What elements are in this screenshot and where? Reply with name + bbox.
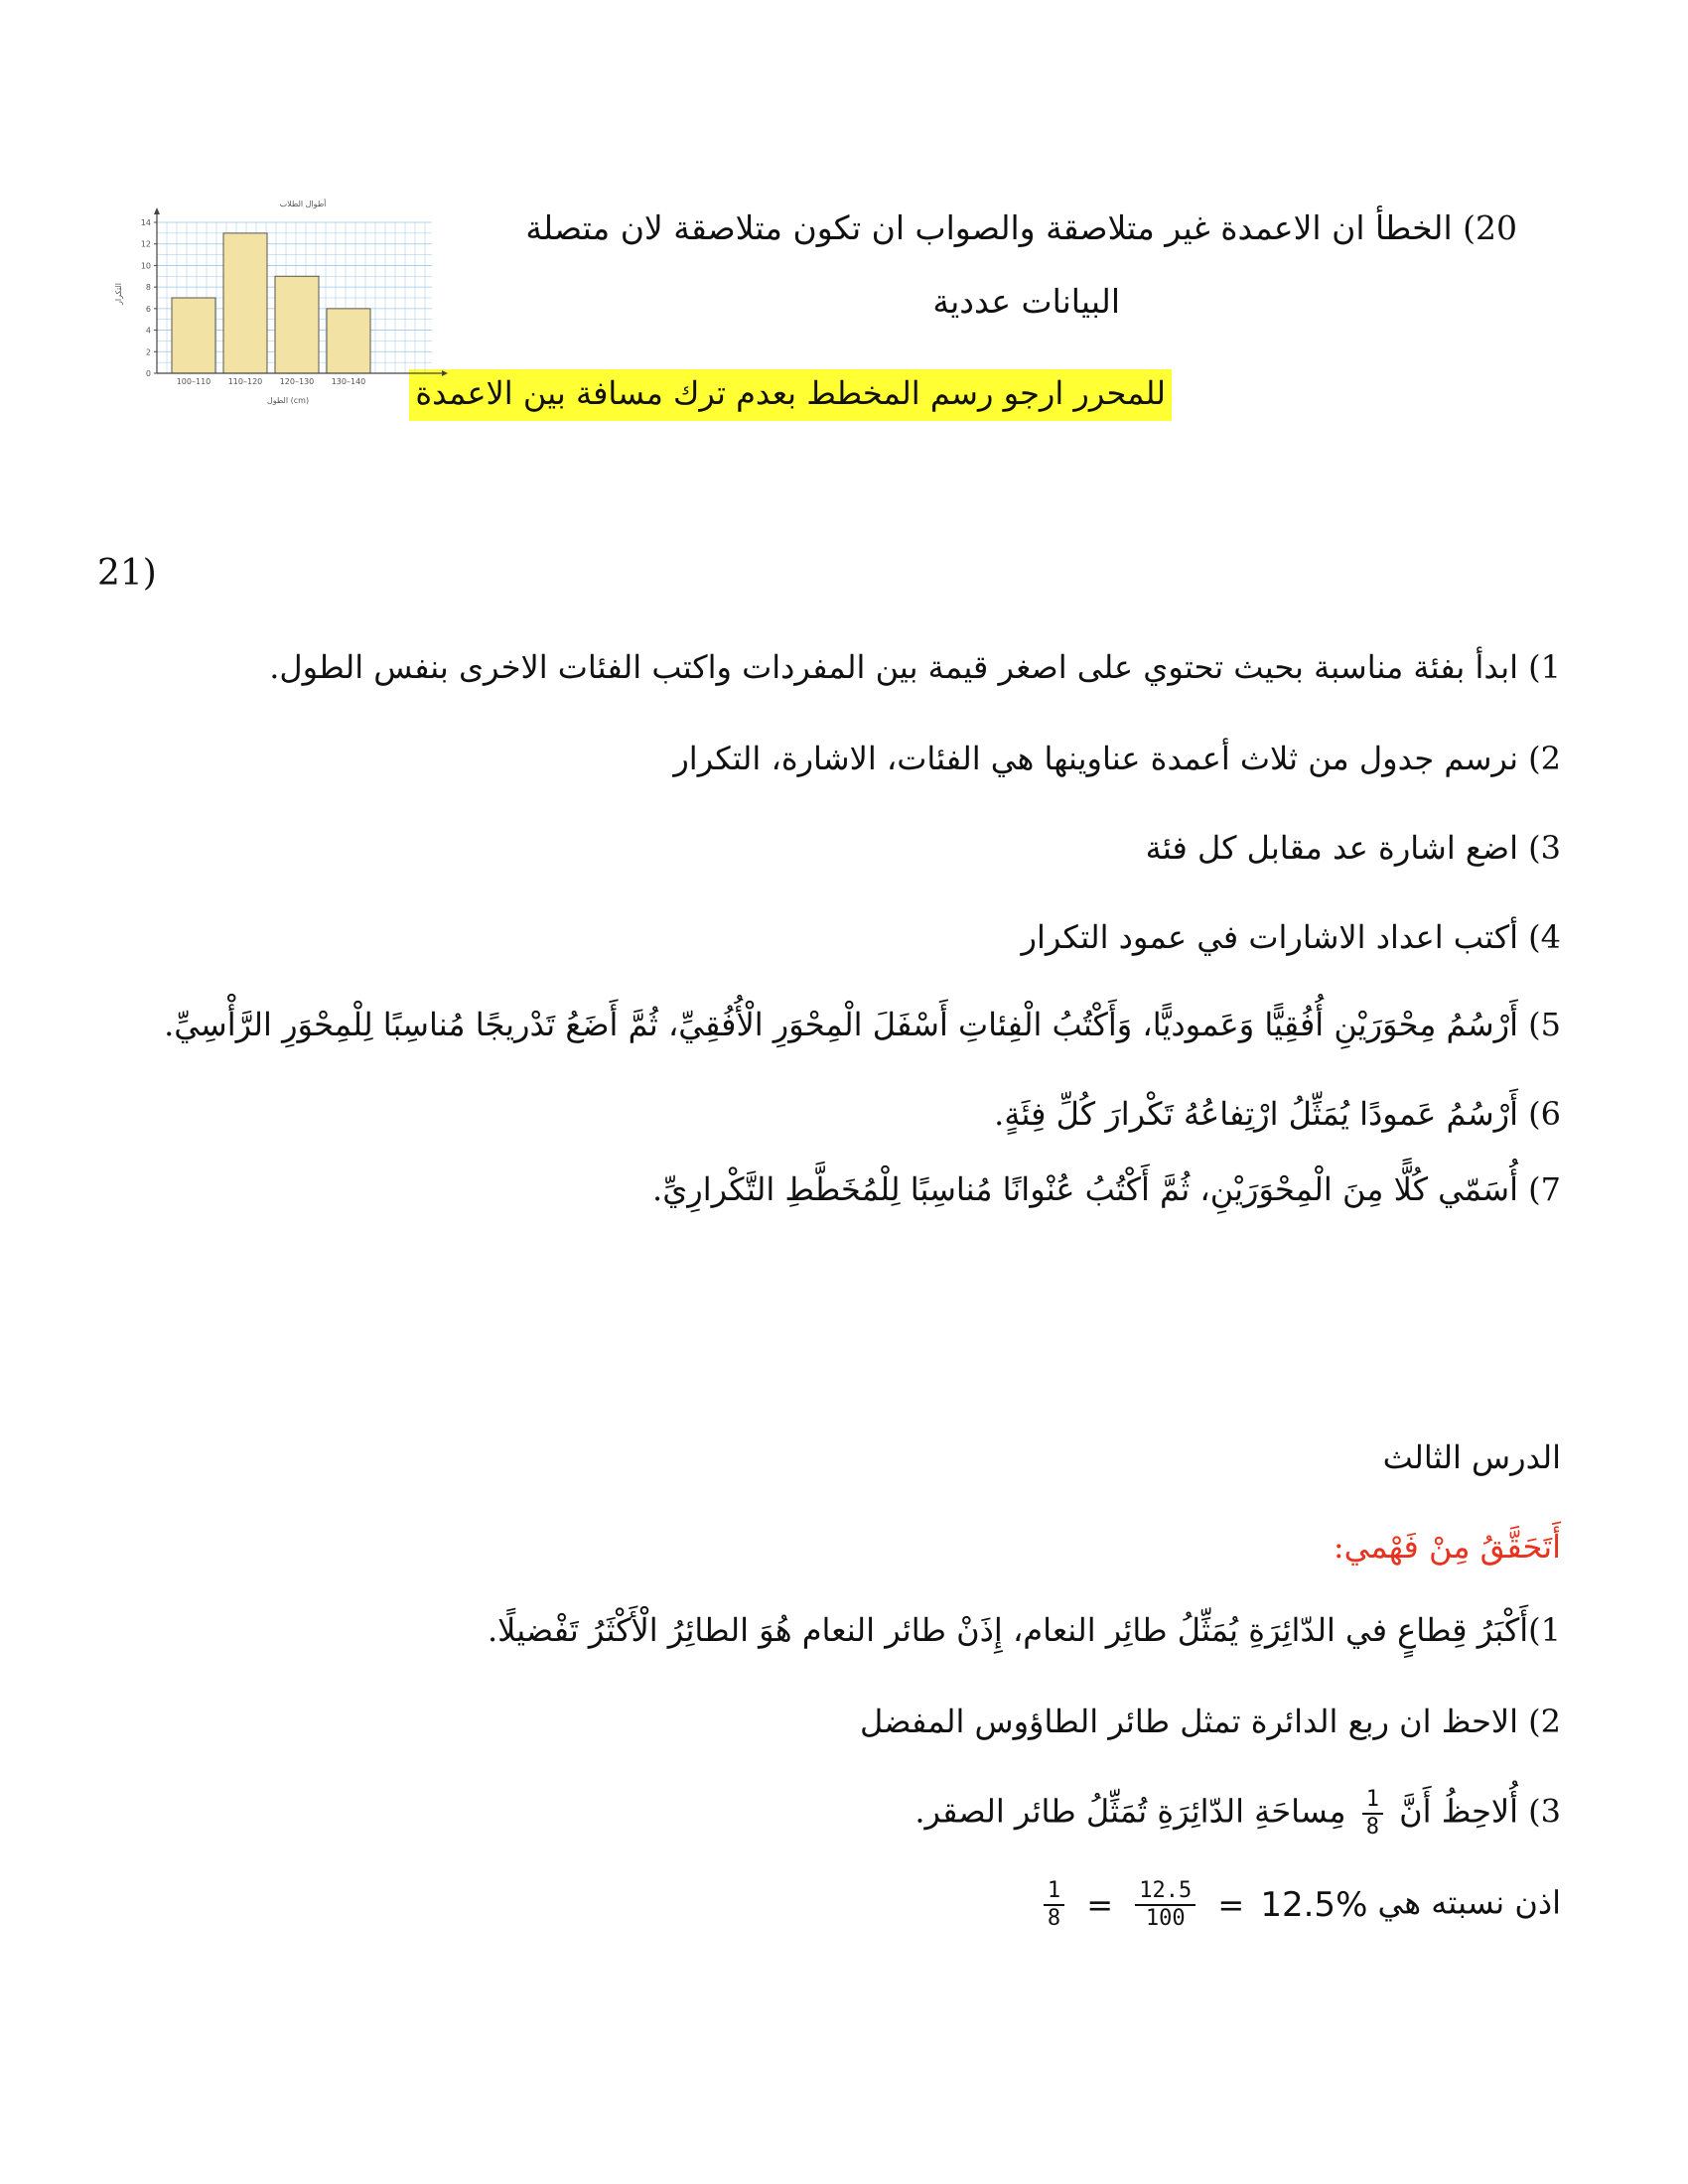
answer-1: 1)أَكْبَرُ قِطاعٍ في الدّائِرَةِ يُمَثِّلُ طائِر النعام، إِذَنْ طائر النعام هُوَ الطائِرُ الْأَكْثَرُ تَفْضيلًا. <box>487 1611 1561 1649</box>
chart-x-label: الطول (cm) <box>266 396 310 405</box>
q21-step-4: 4) أكتب اعداد الاشارات في عمود التكرار <box>1021 918 1561 956</box>
fraction-denominator: 100 <box>1145 1906 1186 1931</box>
x-tick-label: 100–110 <box>176 377 211 386</box>
y-tick-label: 8 <box>145 283 151 293</box>
fraction-twelve-point-five-hundredths <box>1135 1878 1196 1932</box>
bar-130–140 <box>327 309 370 373</box>
lesson-title: الدرس الثالث <box>1382 1438 1561 1476</box>
editor-note-highlight: للمحرر ارجو رسم المخطط بعدم ترك مسافة بين الاعمدة <box>409 369 1172 421</box>
q20-line2: البيانات عددية <box>932 282 1120 321</box>
y-tick-label: 10 <box>140 261 151 271</box>
fraction-numerator: 1 <box>1044 1878 1064 1906</box>
y-tick-label: 0 <box>145 369 151 378</box>
q21-step-1: 1) ابدأ بفئة مناسبة بحيث تحتوي على اصغر قيمة بين المفردات واكتب الفئات الاخرى بنفس الطول. <box>269 648 1561 686</box>
y-axis-arrow <box>154 207 160 214</box>
chart-title: أطوال الطلاب <box>279 200 327 208</box>
x-axis-arrow <box>442 370 448 376</box>
equals-sign: = <box>1086 1886 1114 1924</box>
q21-step-3: 3) اضع اشارة عد مقابل كل فئة <box>1145 829 1561 867</box>
y-tick-label: 6 <box>145 304 151 314</box>
fraction-denominator: 8 <box>1047 1906 1061 1931</box>
q21-step-7: 7) أُسَمّي كُلًّا مِنَ الْمِحْوَرَيْنِ، ثُمَّ أَكْتُبُ عُنْوانًا مُناسِبًا لِلْمُخَطَّطِ التَّكْرارِيِّ. <box>652 1170 1561 1208</box>
answer-3-suffix: مِساحَةِ الدّائِرَةِ تُمَثِّلُ طائر الصقر. <box>914 1792 1346 1831</box>
bar-120–130 <box>275 276 319 373</box>
fraction-one-eighth <box>1362 1787 1383 1841</box>
histogram-chart <box>109 195 467 408</box>
q21-number: 21) <box>97 553 157 594</box>
bar-100–110 <box>172 298 215 373</box>
y-tick-label: 2 <box>145 347 151 357</box>
fraction-one-eighth <box>1044 1878 1064 1932</box>
x-tick-label: 120–130 <box>279 377 315 386</box>
answer-3 <box>914 1787 1561 1841</box>
y-tick-label: 14 <box>140 218 151 227</box>
answer-3-prefix: 3) أُلاحِظُ أَنَّ <box>1399 1792 1561 1831</box>
check-understanding-heading: أَتَحَقَّقُ مِنْ فَهْمي: <box>1333 1528 1561 1566</box>
q21-step-6: 6) أَرْسُمُ عَمودًا يُمَثِّلُ ارْتِفاعُهُ تَكْرارَ كُلِّ فِئَةٍ. <box>994 1095 1561 1133</box>
q20-line1: 20) الخطأ ان الاعمدة غير متلاصقة والصواب ان تكون متلاصقة لان متصلة <box>525 208 1517 247</box>
x-tick-label: 130–140 <box>331 377 366 386</box>
bar-110–120 <box>223 233 267 373</box>
x-tick-label: 110–120 <box>227 377 263 386</box>
chart-bars <box>172 233 370 373</box>
q21-step-5: 5) أَرْسُمُ مِحْوَرَيْنِ أُفُقِيًّا وَعَموديًّا، وَأَكْتُبُ الْفِئاتِ أَسْفَلَ الْمِحْوَرِ الْأُفُقِيِّ، ثُمَّ أَضَعُ تَدْريجًا مُناسِبًا لِلْمِحْوَرِ الرَّأْسِيِّ. <box>164 1006 1561 1043</box>
equals-sign: = <box>1217 1886 1245 1924</box>
answer-2: 2) الاحظ ان ربع الدائرة تمثل طائر الطاؤوس المفضل <box>860 1703 1561 1740</box>
fraction-denominator: 8 <box>1365 1815 1379 1840</box>
y-tick-label: 4 <box>145 326 151 336</box>
y-tick-label: 12 <box>140 239 151 249</box>
percent-value: 12.5% <box>1260 1885 1368 1925</box>
answer-4 <box>1038 1878 1561 1932</box>
q21-step-2: 2) نرسم جدول من ثلاث أعمدة عناوينها هي الفئات، الاشارة، التكرار <box>673 740 1561 777</box>
fraction-numerator: 12.5 <box>1135 1878 1196 1906</box>
chart-y-ticks <box>141 218 157 378</box>
answer-4-prefix: اذن نسبته هي <box>1377 1883 1561 1922</box>
chart-x-ticks <box>177 377 366 386</box>
fraction-numerator: 1 <box>1362 1787 1383 1815</box>
chart-y-label: التكرار <box>114 283 123 305</box>
